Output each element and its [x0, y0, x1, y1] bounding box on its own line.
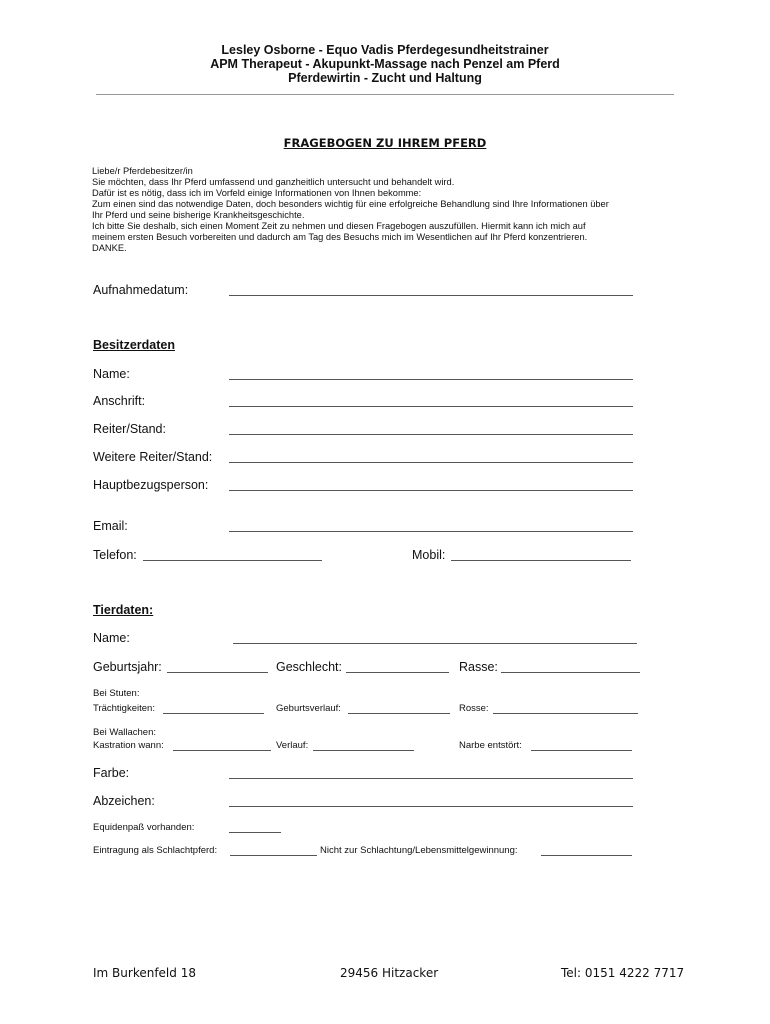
footer-phone: Tel: 0151 4222 7717 [561, 966, 685, 980]
anschrift-field[interactable] [229, 406, 633, 407]
nicht-schlachtung-label: Nicht zur Schlachtung/Lebensmittelgewinnung: [320, 845, 518, 856]
kastration-label: Kastration wann: [93, 740, 164, 751]
weitere-reiter-field[interactable] [229, 462, 633, 463]
narbe-field[interactable] [531, 750, 632, 751]
reiter-label: Reiter/Stand: [93, 422, 166, 436]
header-line-2: APM Therapeut - Akupunkt-Massage nach Penzel am Pferd [210, 57, 560, 71]
footer-city: 29456 Hitzacker [340, 966, 439, 980]
hauptbezug-field[interactable] [229, 490, 633, 491]
owner-name-label: Name: [93, 367, 130, 381]
header-line-3: Pferdewirtin - Zucht und Haltung [288, 71, 482, 85]
intro-line: Ihr Pferd und seine bisherige Krankheitsgeschichte. [92, 210, 305, 220]
mobil-field[interactable] [451, 560, 631, 561]
intro-line: Sie möchten, dass Ihr Pferd umfassend und ganzheitlich untersucht und behandelt wird. [92, 177, 455, 187]
horse-name-field[interactable] [233, 643, 637, 644]
aufnahmedatum-field[interactable] [229, 295, 633, 296]
narbe-label: Narbe entstört: [459, 740, 522, 751]
telefon-label: Telefon: [93, 548, 137, 562]
schlachtpferd-field[interactable] [230, 855, 317, 856]
header-line-1: Lesley Osborne - Equo Vadis Pferdegesundheitstrainer [221, 43, 549, 57]
hauptbezug-label: Hauptbezugsperson: [93, 478, 209, 492]
equidenpass-label: Equidenpaß vorhanden: [93, 822, 195, 833]
header-separator [96, 94, 674, 95]
email-label: Email: [93, 519, 128, 533]
intro-line: Dafür ist es nötig, dass ich im Vorfeld einige Informationen von Ihnen bekomme: [92, 188, 422, 198]
anschrift-label: Anschrift: [93, 394, 146, 408]
email-field[interactable] [229, 531, 633, 532]
kastration-field[interactable] [173, 750, 271, 751]
abzeichen-label: Abzeichen: [93, 794, 155, 808]
geburtsverlauf-field[interactable] [348, 713, 450, 714]
owner-name-field[interactable] [229, 379, 633, 380]
geschlecht-label: Geschlecht: [276, 660, 343, 674]
farbe-label: Farbe: [93, 766, 130, 780]
reiter-field[interactable] [229, 434, 633, 435]
geburtsjahr-field[interactable] [167, 672, 268, 673]
geschlecht-field[interactable] [346, 672, 449, 673]
aufnahmedatum-label: Aufnahmedatum: [93, 283, 189, 297]
verlauf-label: Verlauf: [276, 740, 309, 751]
telefon-field[interactable] [143, 560, 322, 561]
intro-line: Liebe/r Pferdebesitzer/in [92, 166, 193, 176]
footer-address: Im Burkenfeld 18 [93, 966, 196, 980]
intro-line: Ich bitte Sie deshalb, sich einen Moment Zeit zu nehmen und diesen Fragebogen auszufüllen. Hiermit kann ich mich auf [92, 221, 586, 231]
tierdaten-heading: Tierdaten: [93, 603, 154, 617]
intro-line: meinem ersten Besuch vorbereiten und dadurch am Tag des Besuchs mich im Wesentlichen auf Ihr Pferd konzentrieren. [92, 232, 588, 242]
equidenpass-field[interactable] [229, 832, 281, 833]
rasse-label: Rasse: [459, 660, 498, 674]
horse-name-label: Name: [93, 631, 130, 645]
abzeichen-field[interactable] [229, 806, 633, 807]
rosse-field[interactable] [493, 713, 638, 714]
bei-wallachen-label: Bei Wallachen: [93, 727, 157, 738]
rosse-label: Rosse: [459, 703, 489, 714]
geburtsjahr-label: Geburtsjahr: [93, 660, 162, 674]
nicht-schlachtung-field[interactable] [541, 855, 632, 856]
besitzerdaten-heading: Besitzerdaten [93, 338, 175, 352]
intro-line: Zum einen sind das notwendige Daten, doch besonders wichtig für eine erfolgreiche Behandlung sind Ihre Informationen über [92, 199, 609, 209]
mobil-label: Mobil: [412, 548, 446, 562]
schlachtpferd-label: Eintragung als Schlachtpferd: [93, 845, 218, 856]
geburtsverlauf-label: Geburtsverlauf: [276, 703, 341, 714]
intro-line: DANKE. [92, 243, 127, 253]
form-title: FRAGEBOGEN ZU IHREM PFERD [283, 136, 487, 150]
weitere-reiter-label: Weitere Reiter/Stand: [93, 450, 213, 464]
traechtigkeiten-label: Trächtigkeiten: [93, 703, 155, 714]
bei-stuten-label: Bei Stuten: [93, 688, 140, 699]
verlauf-field[interactable] [313, 750, 414, 751]
farbe-field[interactable] [229, 778, 633, 779]
traechtigkeiten-field[interactable] [163, 713, 264, 714]
rasse-field[interactable] [501, 672, 640, 673]
